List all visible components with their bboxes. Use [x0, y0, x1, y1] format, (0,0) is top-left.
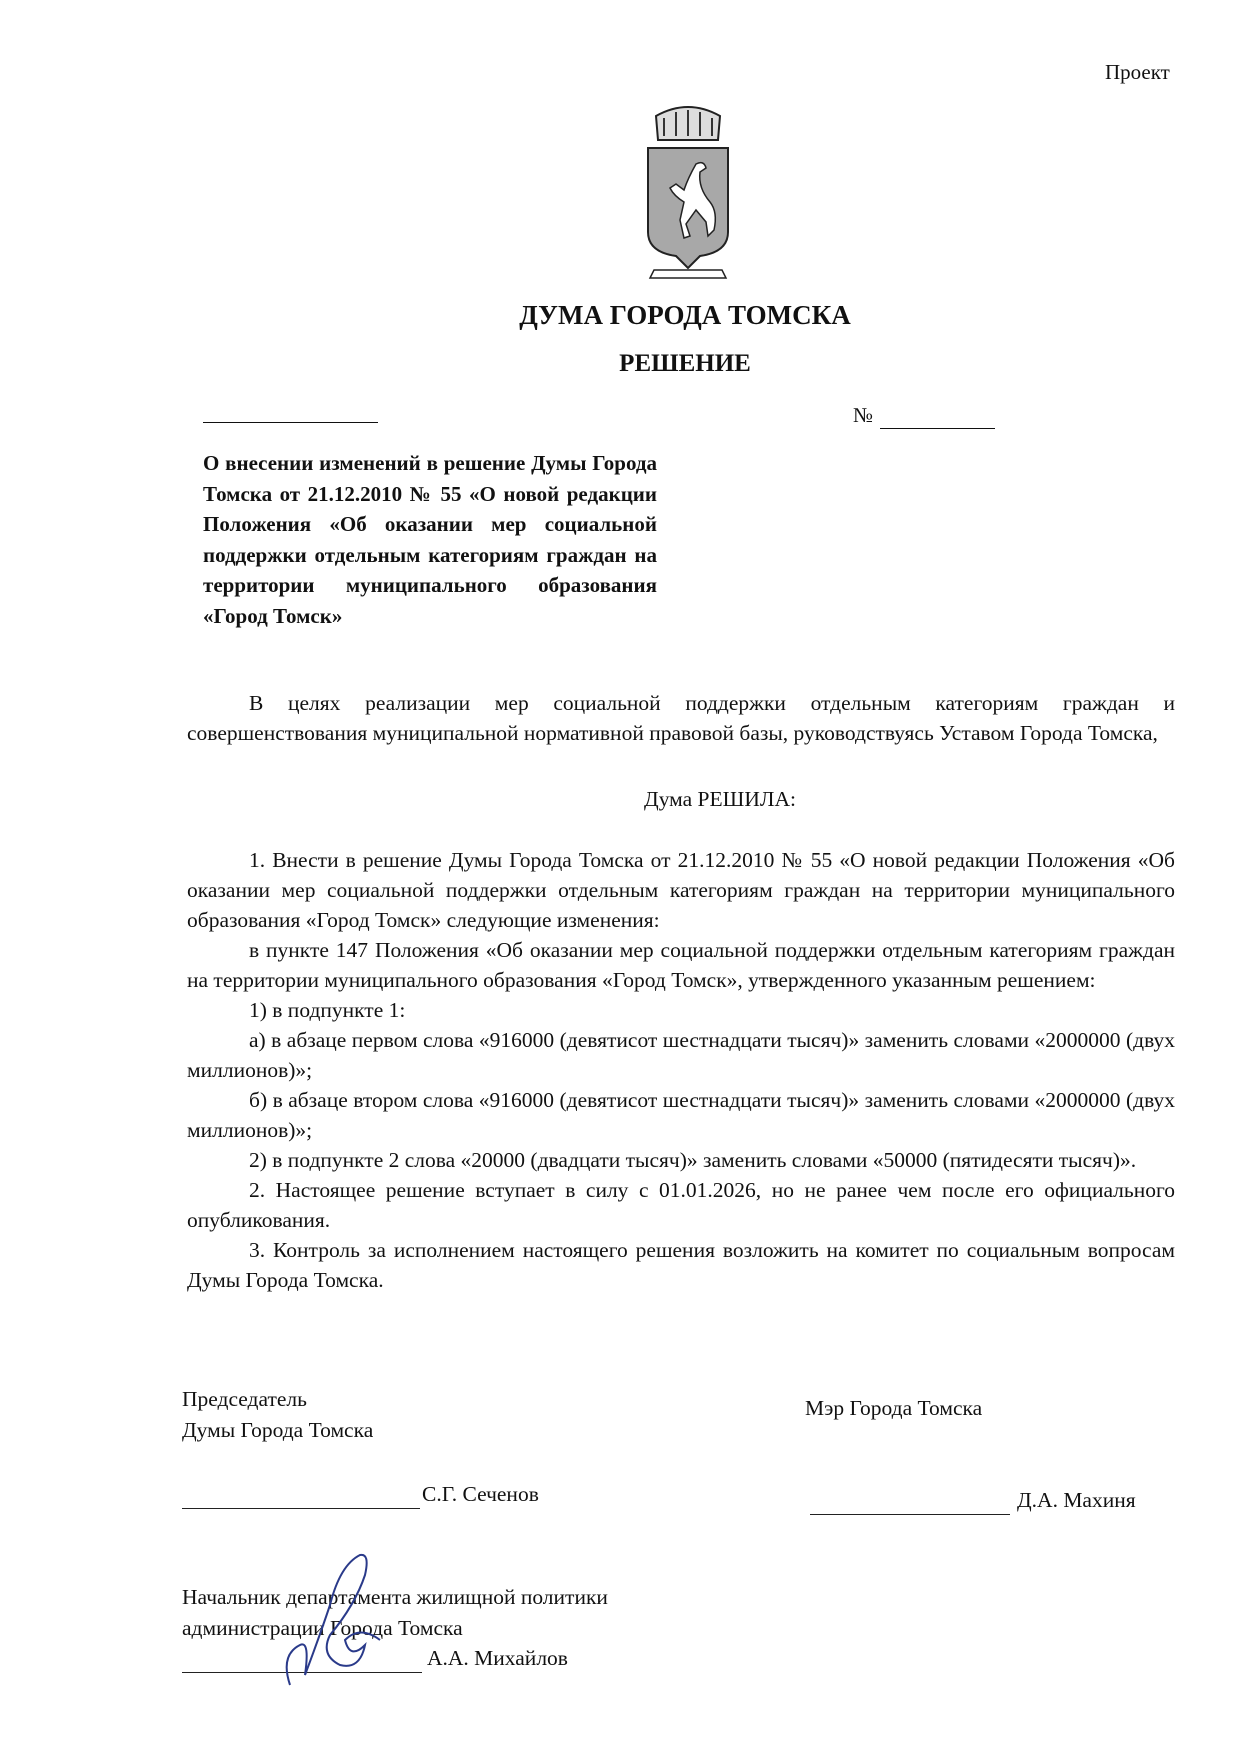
number-label: №	[853, 403, 874, 427]
decision-subject: О внесении изменений в решение Думы Города Томска от 21.12.2010 № 55 «О новой редакции Положения «Об оказании мер социальной поддержки отдельным категориям граждан на территории муниципального образования «Город Томск»	[203, 451, 657, 628]
chair-title	[182, 1384, 373, 1446]
date-blank-line	[203, 422, 378, 423]
preamble: В целях реализации мер социальной поддержки отдельным категориям граждан и совершенствования муниципальной нормативной правовой базы, руководствуясь Уставом Города Томска,	[187, 691, 1175, 745]
item-1-sub-1: 1) в подпункте 1:	[249, 998, 406, 1022]
item-3: 3. Контроль за исполнением настоящего решения возложить на комитет по социальным вопросам Думы Города Томска.	[187, 1238, 1175, 1292]
decision-items	[187, 845, 1175, 1295]
item-2: 2. Настоящее решение вступает в силу с 01.01.2026, но не ранее чем после его официального опубликования.	[187, 1178, 1175, 1232]
chair-title-line-1: Председатель	[182, 1387, 307, 1411]
item-1-sub-1a: а) в абзаце первом слова «916000 (девятисот шестнадцати тысяч)» заменить словами «2000000 (двух миллионов)»;	[187, 1028, 1175, 1082]
head-title-line-1: Начальник департамента жилищной политики	[182, 1585, 608, 1609]
chair-signature-line	[182, 1508, 420, 1509]
draft-label: Проект	[1105, 60, 1170, 84]
item-1: 1. Внести в решение Думы Города Томска от 21.12.2010 № 55 «О новой редакции Положения «Об оказании мер социальной поддержки отдельным категориям граждан на территории муниципального образования «Город Томск» следующие изменения:	[187, 848, 1175, 932]
chair-title-line-2: Думы Города Томска	[182, 1418, 374, 1442]
document-type: РЕШЕНИЕ	[619, 350, 751, 377]
organization-title: ДУМА ГОРОДА ТОМСКА	[519, 300, 851, 330]
number-blank-line	[880, 428, 995, 429]
handwritten-signature	[270, 1545, 390, 1695]
mayor-title: Мэр Города Томска	[805, 1396, 983, 1420]
head-name: А.А. Михайлов	[427, 1646, 568, 1670]
decided-heading: Дума РЕШИЛА:	[644, 787, 796, 811]
coat-of-arms-icon	[640, 102, 736, 282]
mayor-signature-line	[810, 1514, 1010, 1515]
head-title	[182, 1582, 608, 1644]
head-title-line-2: администрации Города Томска	[182, 1616, 463, 1640]
mayor-name: Д.А. Махиня	[1017, 1488, 1136, 1512]
item-1-intro: в пункте 147 Положения «Об оказании мер социальной поддержки отдельным категориям граждан на территории муниципального образования «Город Томск», утвержденного указанным решением:	[187, 938, 1175, 992]
item-1-sub-2: 2) в подпункте 2 слова «20000 (двадцати тысяч)» заменить словами «50000 (пятидесяти тысяч)».	[249, 1148, 1137, 1172]
chair-name: С.Г. Сеченов	[422, 1482, 539, 1506]
item-1-sub-1b: б) в абзаце втором слова «916000 (девятисот шестнадцати тысяч)» заменить словами «2000000 (двух миллионов)»;	[187, 1088, 1175, 1142]
